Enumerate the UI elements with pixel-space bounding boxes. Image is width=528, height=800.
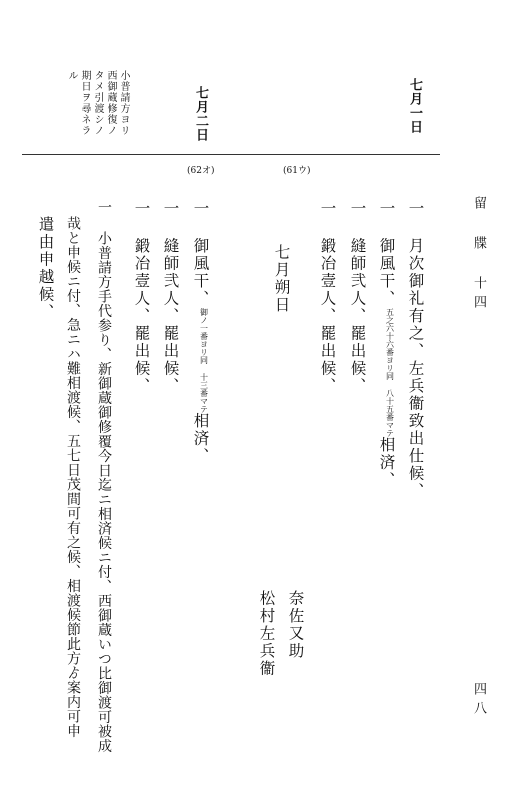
annotation: 御ノ一番ヨリ [199,307,209,356]
text-line-airing [192,200,208,465]
margin-note-line: 西御蔵修復ノ [105,70,116,136]
margin-note-line: 期日ヲ尋ネラ [79,70,90,136]
airing-result: 相済、 [191,412,210,465]
annotation: 同 八十五番マテ [385,371,395,437]
annotation: 同 十三番マテ [199,355,209,413]
text-line: 哉と申候ニ付、急ニハ難相渡候、五七日茂間可有之候、相渡候節此方ゟ案内可申 [65,216,81,738]
margin-note-line: 小普請方ヨリ [118,70,129,136]
text-line: 一 鍛冶壹人、罷出候、 [132,200,151,395]
running-head: 留 牒 十四 [471,196,486,314]
text-line: 一 小普請方手代参り、新御蔵御修覆今日迄ニ相済候ニ付、西御蔵いつ比御渡可被成 [96,200,112,753]
text-line: 遣由申越候、 [36,216,55,321]
text-line: 一 縫師弐人、罷出候、 [161,200,180,395]
text-line-airing [378,200,394,489]
text-line: 一 鍛冶壹人、罷出候、 [318,200,337,395]
airing-result: 相済、 [377,436,396,489]
page-ref-left: (62オ) [187,166,215,176]
date-line: 七月朔日 [272,244,291,314]
page-ref-right: (61ウ) [283,166,311,176]
airing-label: 一 御風干、 [377,200,396,308]
margin-note-line: タメ引渡シノ [92,70,103,136]
annotation: 五之六十六番ヨリ [385,307,395,372]
text-line: 一 縫師弐人、罷出候、 [348,200,367,395]
date-heading-right: 七月一日 [407,78,422,134]
margin-note-line: ル [66,70,77,81]
text-line: 一 月次御礼有之、左兵衞致出仕候、 [406,200,425,500]
signature-name: 奈佐又助 [286,590,305,660]
airing-label: 一 御風干、 [191,200,210,308]
page-number: 四八 [471,682,486,720]
date-heading-left: 七月二日 [193,86,208,142]
signature-name: 松村左兵衞 [257,590,276,678]
horizontal-rule [22,154,440,155]
